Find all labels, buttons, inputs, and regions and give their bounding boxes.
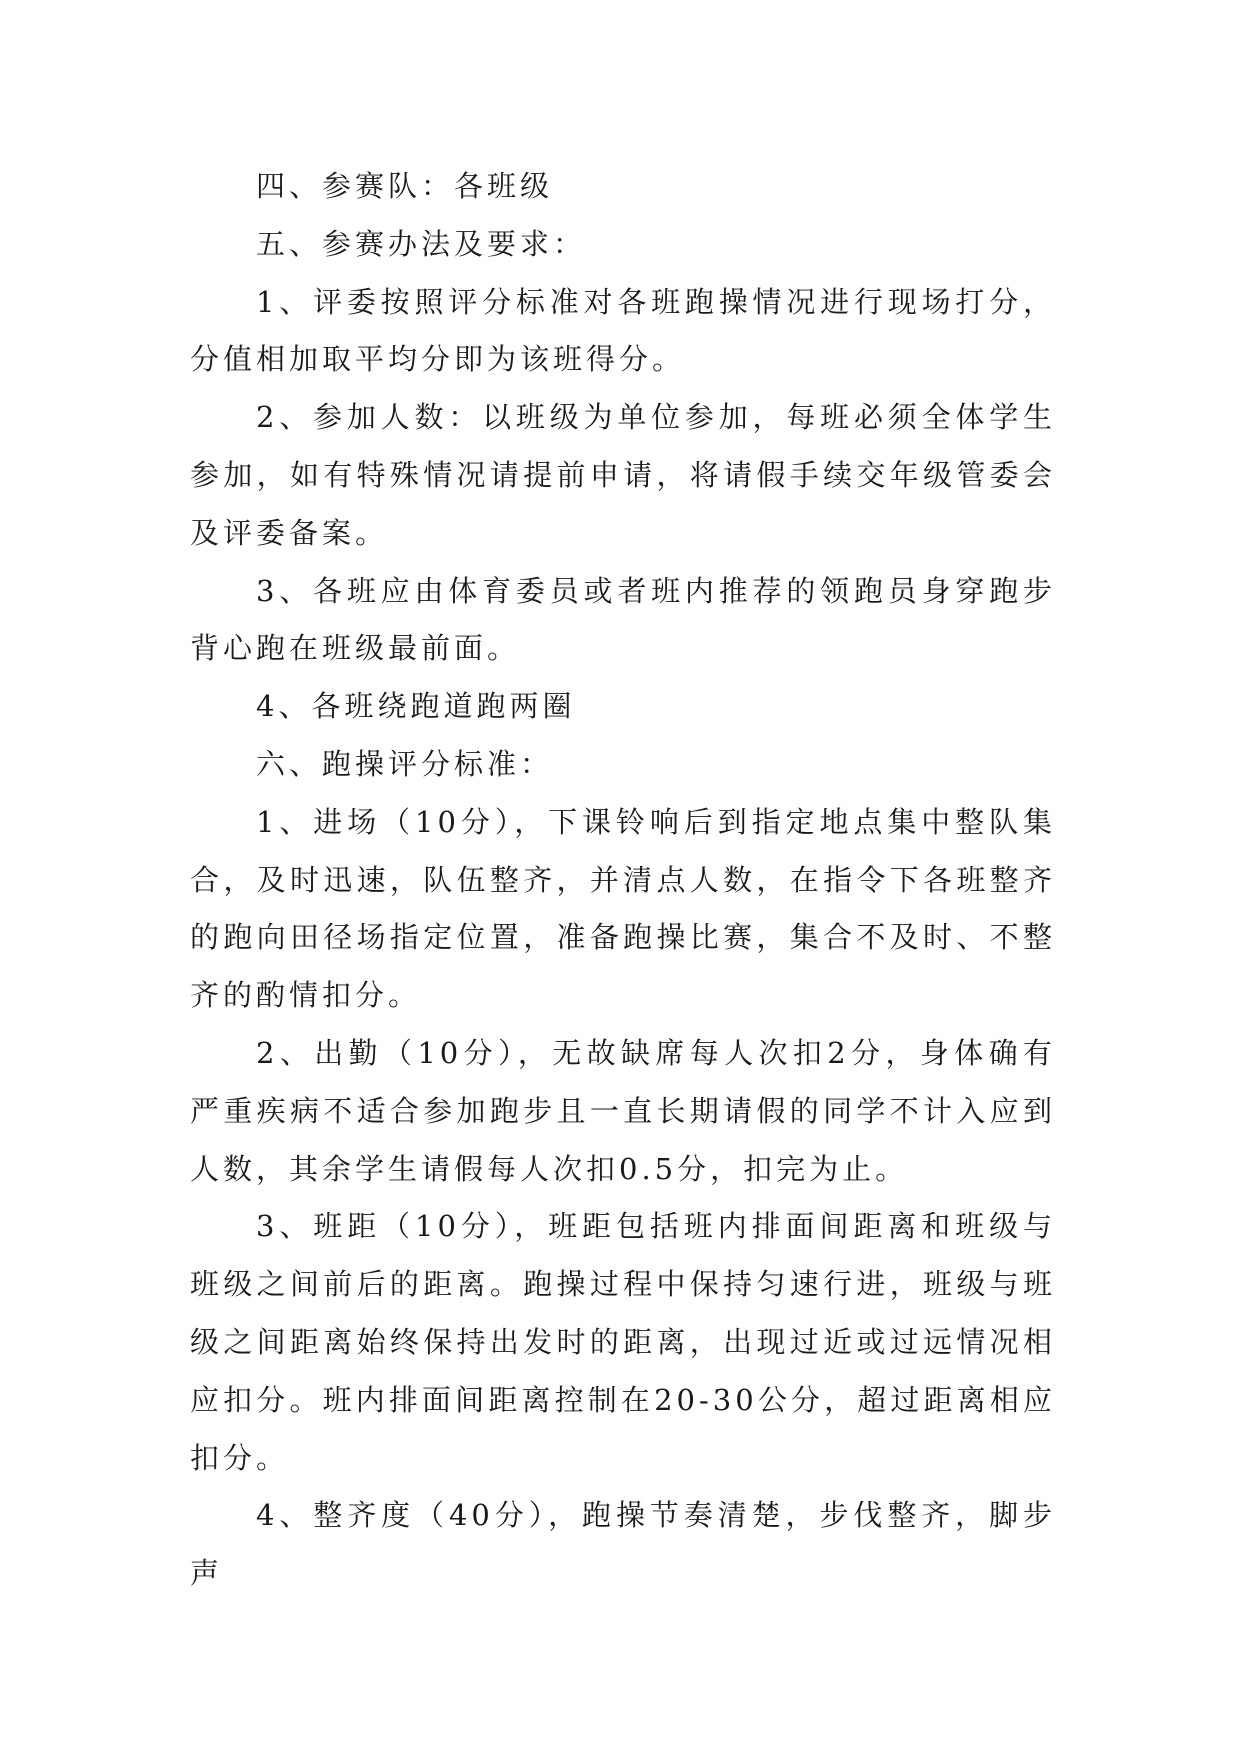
document-body [190,158,1056,1603]
paragraph-scoring-heading: 六、跑操评分标准： [256,746,554,781]
paragraph-rule-4: 4、各班绕跑道跑两圈 [256,689,576,724]
paragraph-rule-1: 1、评委按照评分标准对各班跑操情况进行现场打分，分值相加取平均分即为该班得分。 [190,284,1056,377]
paragraph-scoring-3: 3、班距（10分），班距包括班内排面间距离和班级与班级之间前后的距离。跑操过程中保持匀速行进，班级与班级之间距离始终保持出发时的距离，出现过近或过远情况相应扣分。班内排面间距离控制在20-30公分，超过距离相应扣分。 [190,1209,1056,1475]
paragraph-rule-2: 2、参加人数：以班级为单位参加，每班必须全体学生参加，如有特殊情况请提前申请，将请假手续交年级管委会及评委备案。 [190,400,1056,550]
paragraph-participants: 四、参赛队：各班级 [256,169,554,203]
paragraph-scoring-1: 1、进场（10分），下课铃响后到指定地点集中整队集合，及时迅速，队伍整齐，并清点人数，在指令下各班整齐的跑向田径场指定位置，准备跑操比赛，集合不及时、不整齐的酌情扣分。 [190,804,1056,1013]
paragraph-scoring-2: 2、出勤（10分），无故缺席每人次扣2分，身体确有严重疾病不适合参加跑步且一直长期请假的同学不计入应到人数，其余学生请假每人次扣0.5分，扣完为止。 [190,1035,1056,1186]
paragraph-scoring-4: 4、整齐度（40分），跑操节奏清楚，步伐整齐，脚步声 [190,1498,1056,1591]
paragraph-rules-heading: 五、参赛办法及要求： [256,226,587,261]
paragraph-rule-3: 3、各班应由体育委员或者班内推荐的领跑员身穿跑步背心跑在班级最前面。 [190,573,1056,666]
